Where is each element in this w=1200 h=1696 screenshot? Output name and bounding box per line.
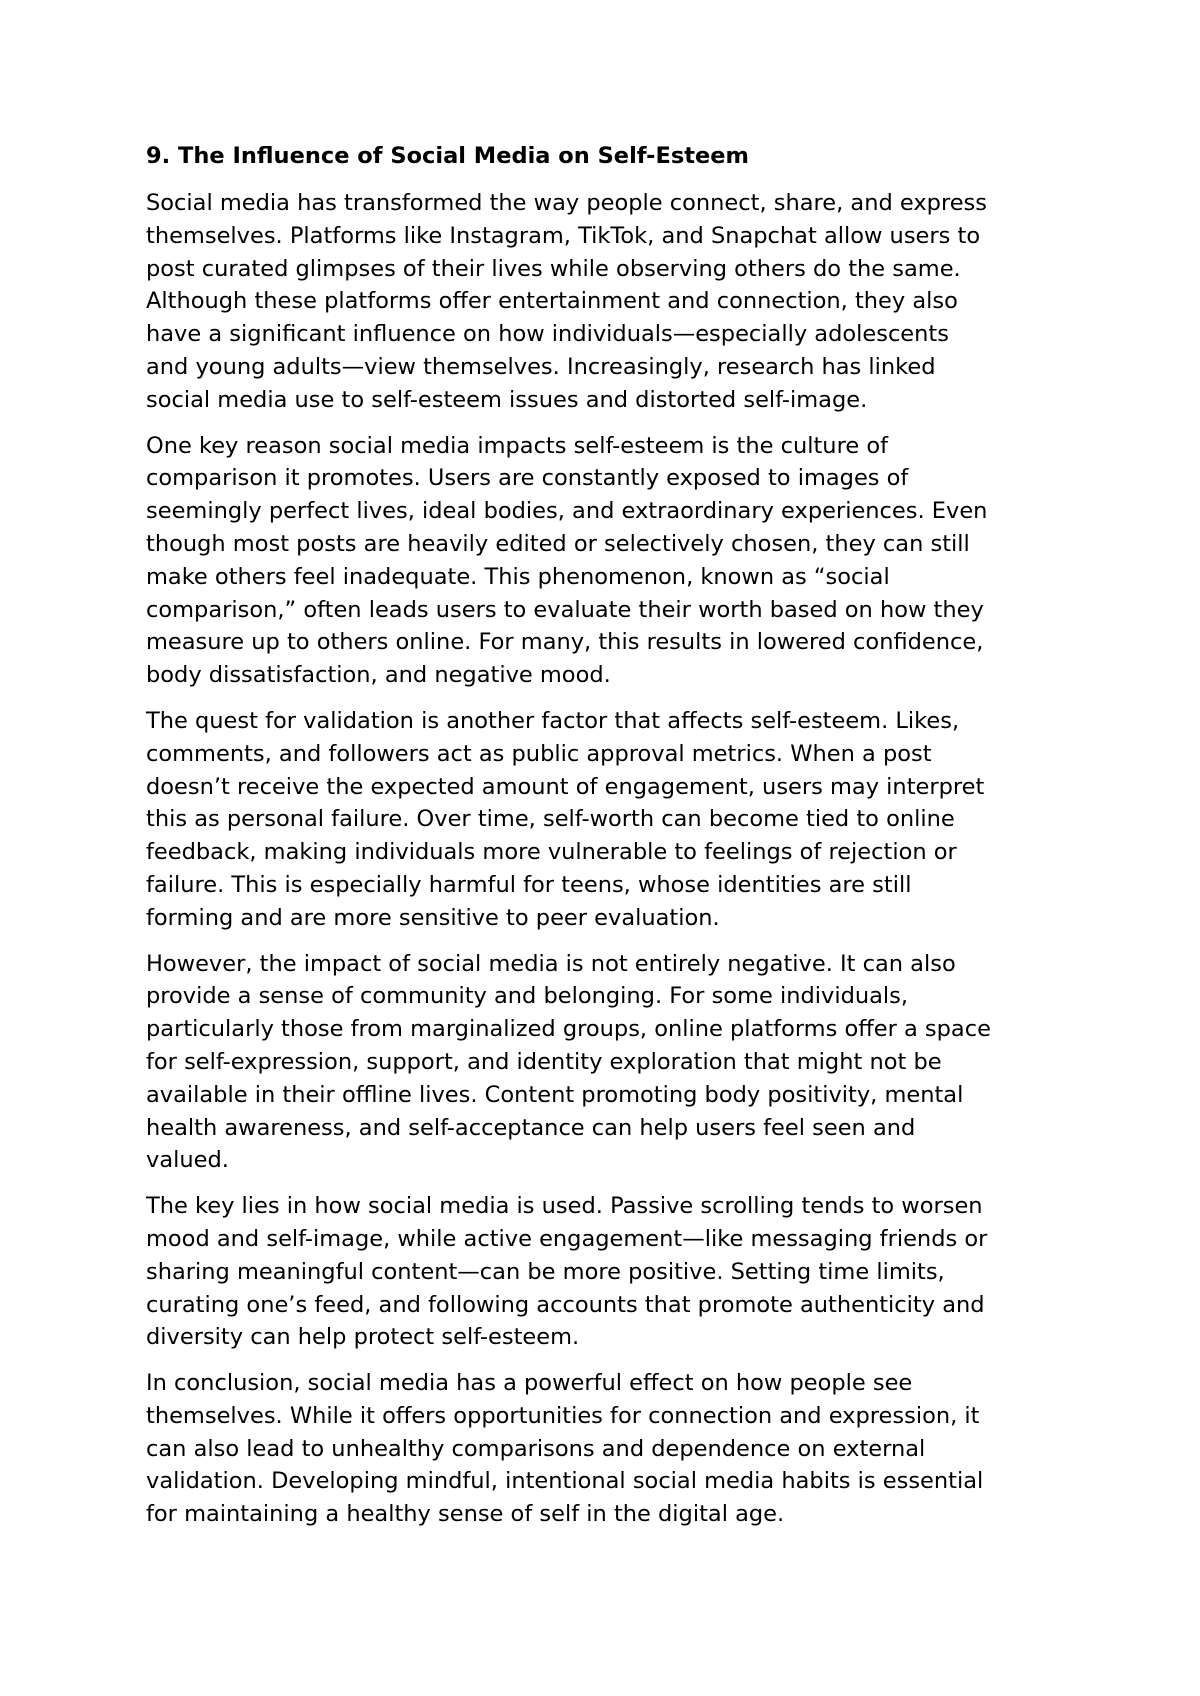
paragraph-line: curating one’s feed, and following accounts that promote authenticity and [146, 1291, 985, 1318]
paragraph-line: and young adults—view themselves. Increasingly, research has linked [146, 353, 936, 380]
paragraph-validation [146, 705, 1076, 935]
paragraph-line: The key lies in how social media is used. Passive scrolling tends to worsen [146, 1193, 983, 1220]
paragraph-line: for maintaining a healthy sense of self in the digital age. [146, 1501, 785, 1528]
paragraph-line: provide a sense of community and belonging. For some individuals, [146, 983, 909, 1010]
paragraph-positive-impact [146, 948, 1076, 1178]
paragraph-line: Although these platforms offer entertainment and connection, they also [146, 288, 958, 315]
paragraph-line: comparison it promotes. Users are constantly exposed to images of [146, 465, 909, 492]
paragraph-line: In conclusion, social media has a powerful effect on how people see [146, 1370, 913, 1397]
paragraph-line: themselves. While it offers opportunities for connection and expression, it [146, 1402, 980, 1429]
paragraph-line: feedback, making individuals more vulnerable to feelings of rejection or [146, 839, 957, 866]
paragraph-line: available in their offline lives. Content promoting body positivity, mental [146, 1081, 964, 1108]
paragraph-line: validation. Developing mindful, intentional social media habits is essential [146, 1468, 984, 1495]
paragraph-line: forming and are more sensitive to peer evaluation. [146, 904, 720, 931]
paragraph-line: Social media has transformed the way people connect, share, and express [146, 190, 987, 216]
paragraph-line: themselves. Platforms like Instagram, TikTok, and Snapchat allow users to [146, 222, 981, 249]
paragraph-line: for self-expression, support, and identity exploration that might not be [146, 1048, 942, 1075]
paragraph-line: failure. This is especially harmful for teens, whose identities are still [146, 871, 912, 898]
paragraph-usage [146, 1190, 1076, 1354]
paragraph-line: The quest for validation is another factor that affects self-esteem. Likes, [146, 707, 960, 734]
paragraph-line: sharing meaningful content—can be more positive. Setting time limits, [146, 1258, 945, 1285]
paragraph-line: can also lead to unhealthy comparisons and dependence on external [146, 1435, 926, 1462]
paragraph-line: health awareness, and self-acceptance can help users feel seen and [146, 1114, 916, 1141]
paragraph-intro [146, 187, 1076, 417]
document-page [146, 140, 1076, 1544]
paragraph-line: particularly those from marginalized groups, online platforms offer a space [146, 1016, 991, 1043]
paragraph-line: post curated glimpses of their lives while observing others do the same. [146, 255, 961, 282]
paragraph-line: seemingly perfect lives, ideal bodies, and extraordinary experiences. Even [146, 498, 988, 525]
paragraph-line: body dissatisfaction, and negative mood. [146, 662, 611, 689]
paragraph-line: have a significant influence on how individuals—especially adolescents [146, 321, 949, 348]
paragraph-line: diversity can help protect self-esteem. [146, 1324, 580, 1351]
section-title: 9. The Influence of Social Media on Self-Esteem [146, 143, 749, 169]
paragraph-line: though most posts are heavily edited or selectively chosen, they can still [146, 530, 970, 557]
paragraph-line: measure up to others online. For many, this results in lowered confidence, [146, 629, 984, 656]
paragraph-line: doesn’t receive the expected amount of engagement, users may interpret [146, 773, 985, 800]
paragraph-comparison [146, 430, 1076, 692]
paragraph-line: comments, and followers act as public approval metrics. When a post [146, 740, 932, 767]
paragraph-line: comparison,” often leads users to evaluate their worth based on how they [146, 596, 984, 623]
paragraph-line: make others feel inadequate. This phenomenon, known as “social [146, 563, 890, 590]
paragraph-line: However, the impact of social media is not entirely negative. It can also [146, 950, 956, 977]
paragraph-line: valued. [146, 1147, 229, 1174]
paragraph-line: mood and self-image, while active engagement—like messaging friends or [146, 1225, 988, 1252]
paragraph-conclusion [146, 1367, 1076, 1531]
paragraph-line: One key reason social media impacts self-esteem is the culture of [146, 432, 889, 459]
paragraph-line: this as personal failure. Over time, self-worth can become tied to online [146, 806, 955, 833]
paragraph-line: social media use to self-esteem issues and distorted self-image. [146, 386, 868, 413]
